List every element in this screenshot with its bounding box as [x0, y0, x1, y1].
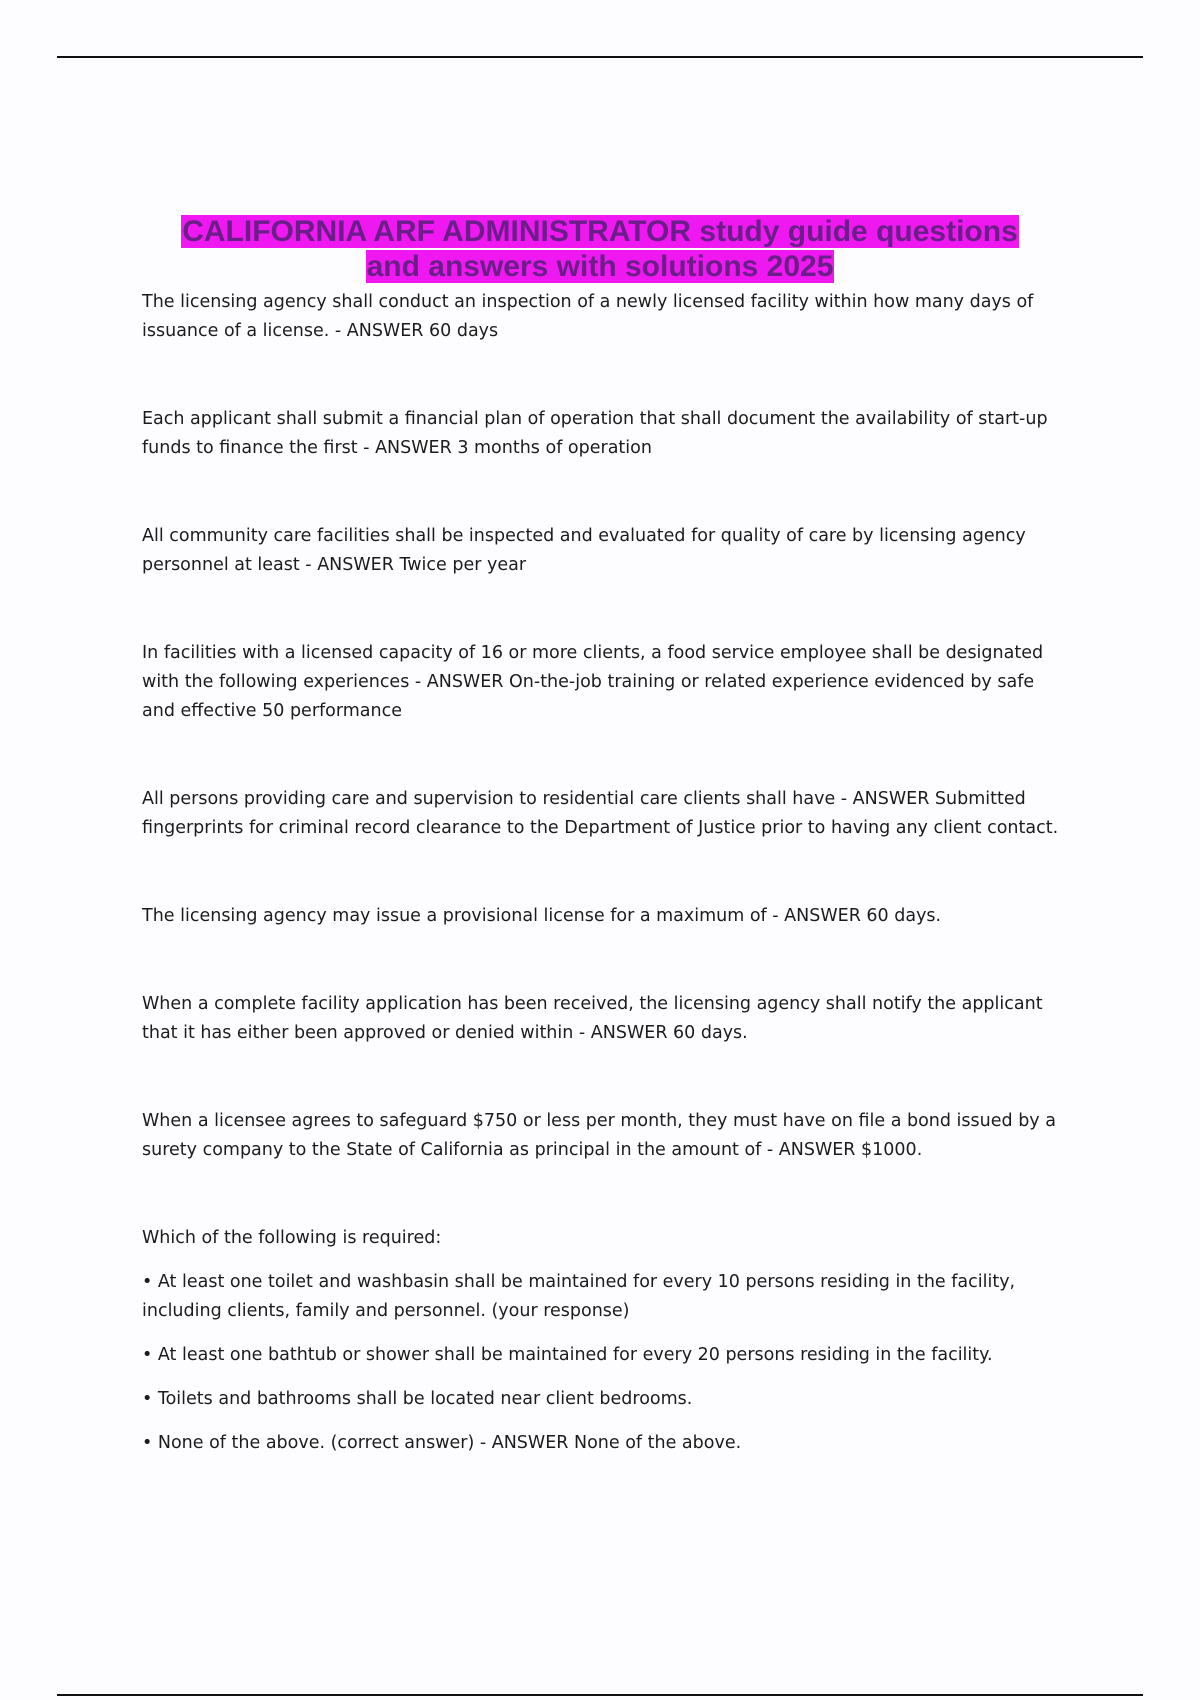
- qa-text: The licensing agency may issue a provisional license for a maximum of - ANSWER 60 days.: [142, 906, 942, 926]
- mc-option: • At least one bathtub or shower shall be maintained for every 20 persons residing in the facility.: [142, 1345, 993, 1365]
- mc-option: • At least one toilet and washbasin shall be maintained for every 10 persons residing in the facility, including clients, family and personnel. (your response): [142, 1272, 1016, 1321]
- multiple-choice-block: [142, 1224, 1062, 1458]
- bottom-rule: [57, 1694, 1143, 1696]
- qa-text: The licensing agency shall conduct an inspection of a newly licensed facility within how many days of issuance of a license. - ANSWER 60 days: [142, 292, 1034, 341]
- document-title: [0, 214, 1200, 284]
- qa-item: [142, 288, 1062, 346]
- title-line-2: and answers with solutions 2025: [366, 250, 834, 283]
- top-rule: [57, 56, 1143, 58]
- mc-option: • None of the above. (correct answer) - ANSWER None of the above.: [142, 1433, 742, 1453]
- qa-text: When a licensee agrees to safeguard $750 or less per month, they must have on file a bond issued by a surety company to the State of California as principal in the amount of - ANSWER $1000.: [142, 1111, 1056, 1160]
- qa-item: [142, 639, 1062, 726]
- qa-item: [142, 522, 1062, 580]
- document-body: [142, 288, 1062, 1473]
- qa-item: [142, 405, 1062, 463]
- qa-item: [142, 990, 1062, 1048]
- qa-text: When a complete facility application has been received, the licensing agency shall notify the applicant that it has either been approved or denied within - ANSWER 60 days.: [142, 994, 1043, 1043]
- qa-text: All community care facilities shall be inspected and evaluated for quality of care by licensing agency personnel at least - ANSWER Twice per year: [142, 526, 1026, 575]
- qa-text: In facilities with a licensed capacity of 16 or more clients, a food service employee shall be designated with the following experiences - ANSWER On-the-job training or related experience evidenced by safe and effective 50 performance: [142, 643, 1044, 721]
- qa-text: Each applicant shall submit a financial plan of operation that shall document the availability of start-up funds to finance the first - ANSWER 3 months of operation: [142, 409, 1048, 458]
- title-line-1: CALIFORNIA ARF ADMINISTRATOR study guide questions: [182, 215, 1018, 248]
- qa-item: [142, 785, 1062, 843]
- qa-text: All persons providing care and supervision to residential care clients shall have - ANSWER Submitted fingerprints for criminal record clearance to the Department of Justice prior to having any client contact.: [142, 789, 1059, 838]
- mc-option: • Toilets and bathrooms shall be located near client bedrooms.: [142, 1389, 693, 1409]
- mc-question: Which of the following is required:: [142, 1228, 442, 1248]
- qa-item: [142, 1107, 1062, 1165]
- qa-item: [142, 902, 1062, 931]
